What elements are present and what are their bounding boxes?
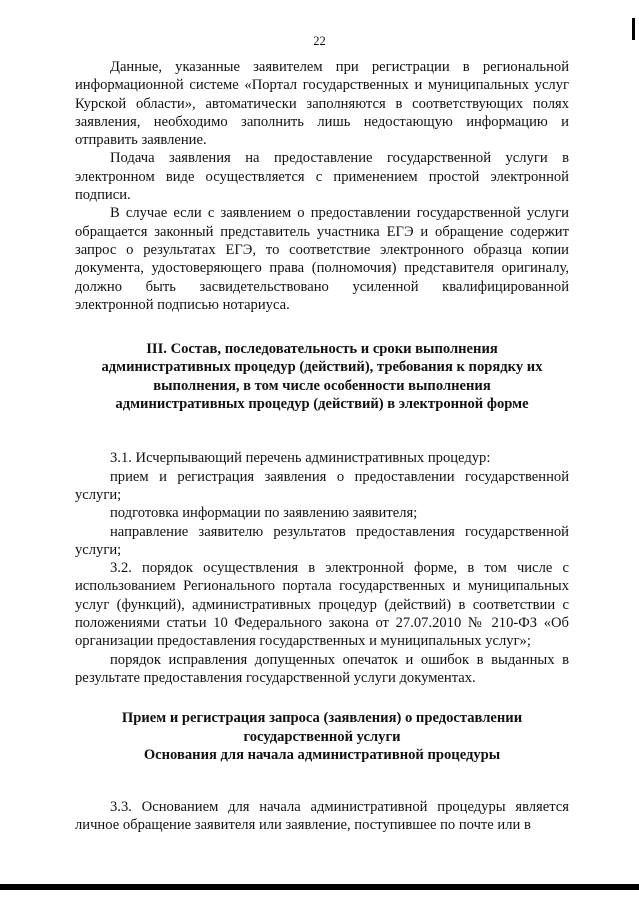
page-number: 22 [313, 34, 326, 48]
paragraph-legal-representative: В случае если с заявлением о предоставлении государственной услуги обращается законный представитель участника ЕГЭ и обращение содержит запрос о результатах ЕГЭ, то соответствие электронного образца копии документа, удостоверяющего права (полномочия) представителя оригиналу, должно быть засвидетельствовано усиленной квалифицированной электронной подписью нотариуса. [75, 205, 569, 313]
paragraph-electronic-signature: Подача заявления на предоставление государственной услуги в электронном виде осуществляется с применением простой электронной подписи. [75, 150, 569, 204]
bottom-scan-border [0, 884, 639, 890]
list-item-preparation: подготовка информации по заявлению заявителя; [110, 505, 418, 522]
paragraph-3-2: 3.2. порядок осуществления в электронной форме, в том числе с использованием Регионального портала государственных и муниципальных услуг (функций), административных процедур (действий) в соответствии с положениями статьи 10 Федерального закона от 27.07.2010 № 210-ФЗ «Об организации предоставления государственных и муниципальных услуг»; [75, 560, 569, 650]
spacer [75, 764, 569, 798]
page-content [75, 58, 569, 835]
spacer [75, 687, 569, 709]
list-item-reception: прием и регистрация заявления о предоставлении государственной услуги; [75, 468, 569, 503]
spacer [75, 413, 569, 449]
subheading-reception: Прием и регистрация запроса (заявления) о предоставлении государственной услуги [121, 710, 523, 745]
section-heading-iii: III. Состав, последовательность и сроки выполнения административных процедур (действий), требования к порядку их выполнения, в том числе особенности выполнения административных процедур (действий) в электронной форме [101, 341, 543, 413]
list-item-corrections: порядок исправления допущенных опечаток и ошибок в выданных в результате предоставления государственной услуги документах. [75, 651, 569, 686]
paragraph-3-1: 3.1. Исчерпывающий перечень административных процедур: [110, 450, 491, 467]
spacer [75, 314, 569, 340]
list-item-results: направление заявителю результатов предоставления государственной услуги; [75, 523, 569, 558]
subheading-grounds: Основания для начала административной процедуры [143, 746, 501, 763]
paragraph-portal-autofill: Данные, указанные заявителем при регистрации в региональной информационной системе «Портал государственных и муниципальных услуг Курской области», автоматически заполняются в соответствующих полях заявления, необходимо заполнить лишь недостающую информацию и отправить заявление. [75, 59, 569, 149]
paragraph-3-3: 3.3. Основанием для начала административной процедуры является личное обращение заявителя или заявление, поступившее по почте или в [75, 799, 569, 834]
